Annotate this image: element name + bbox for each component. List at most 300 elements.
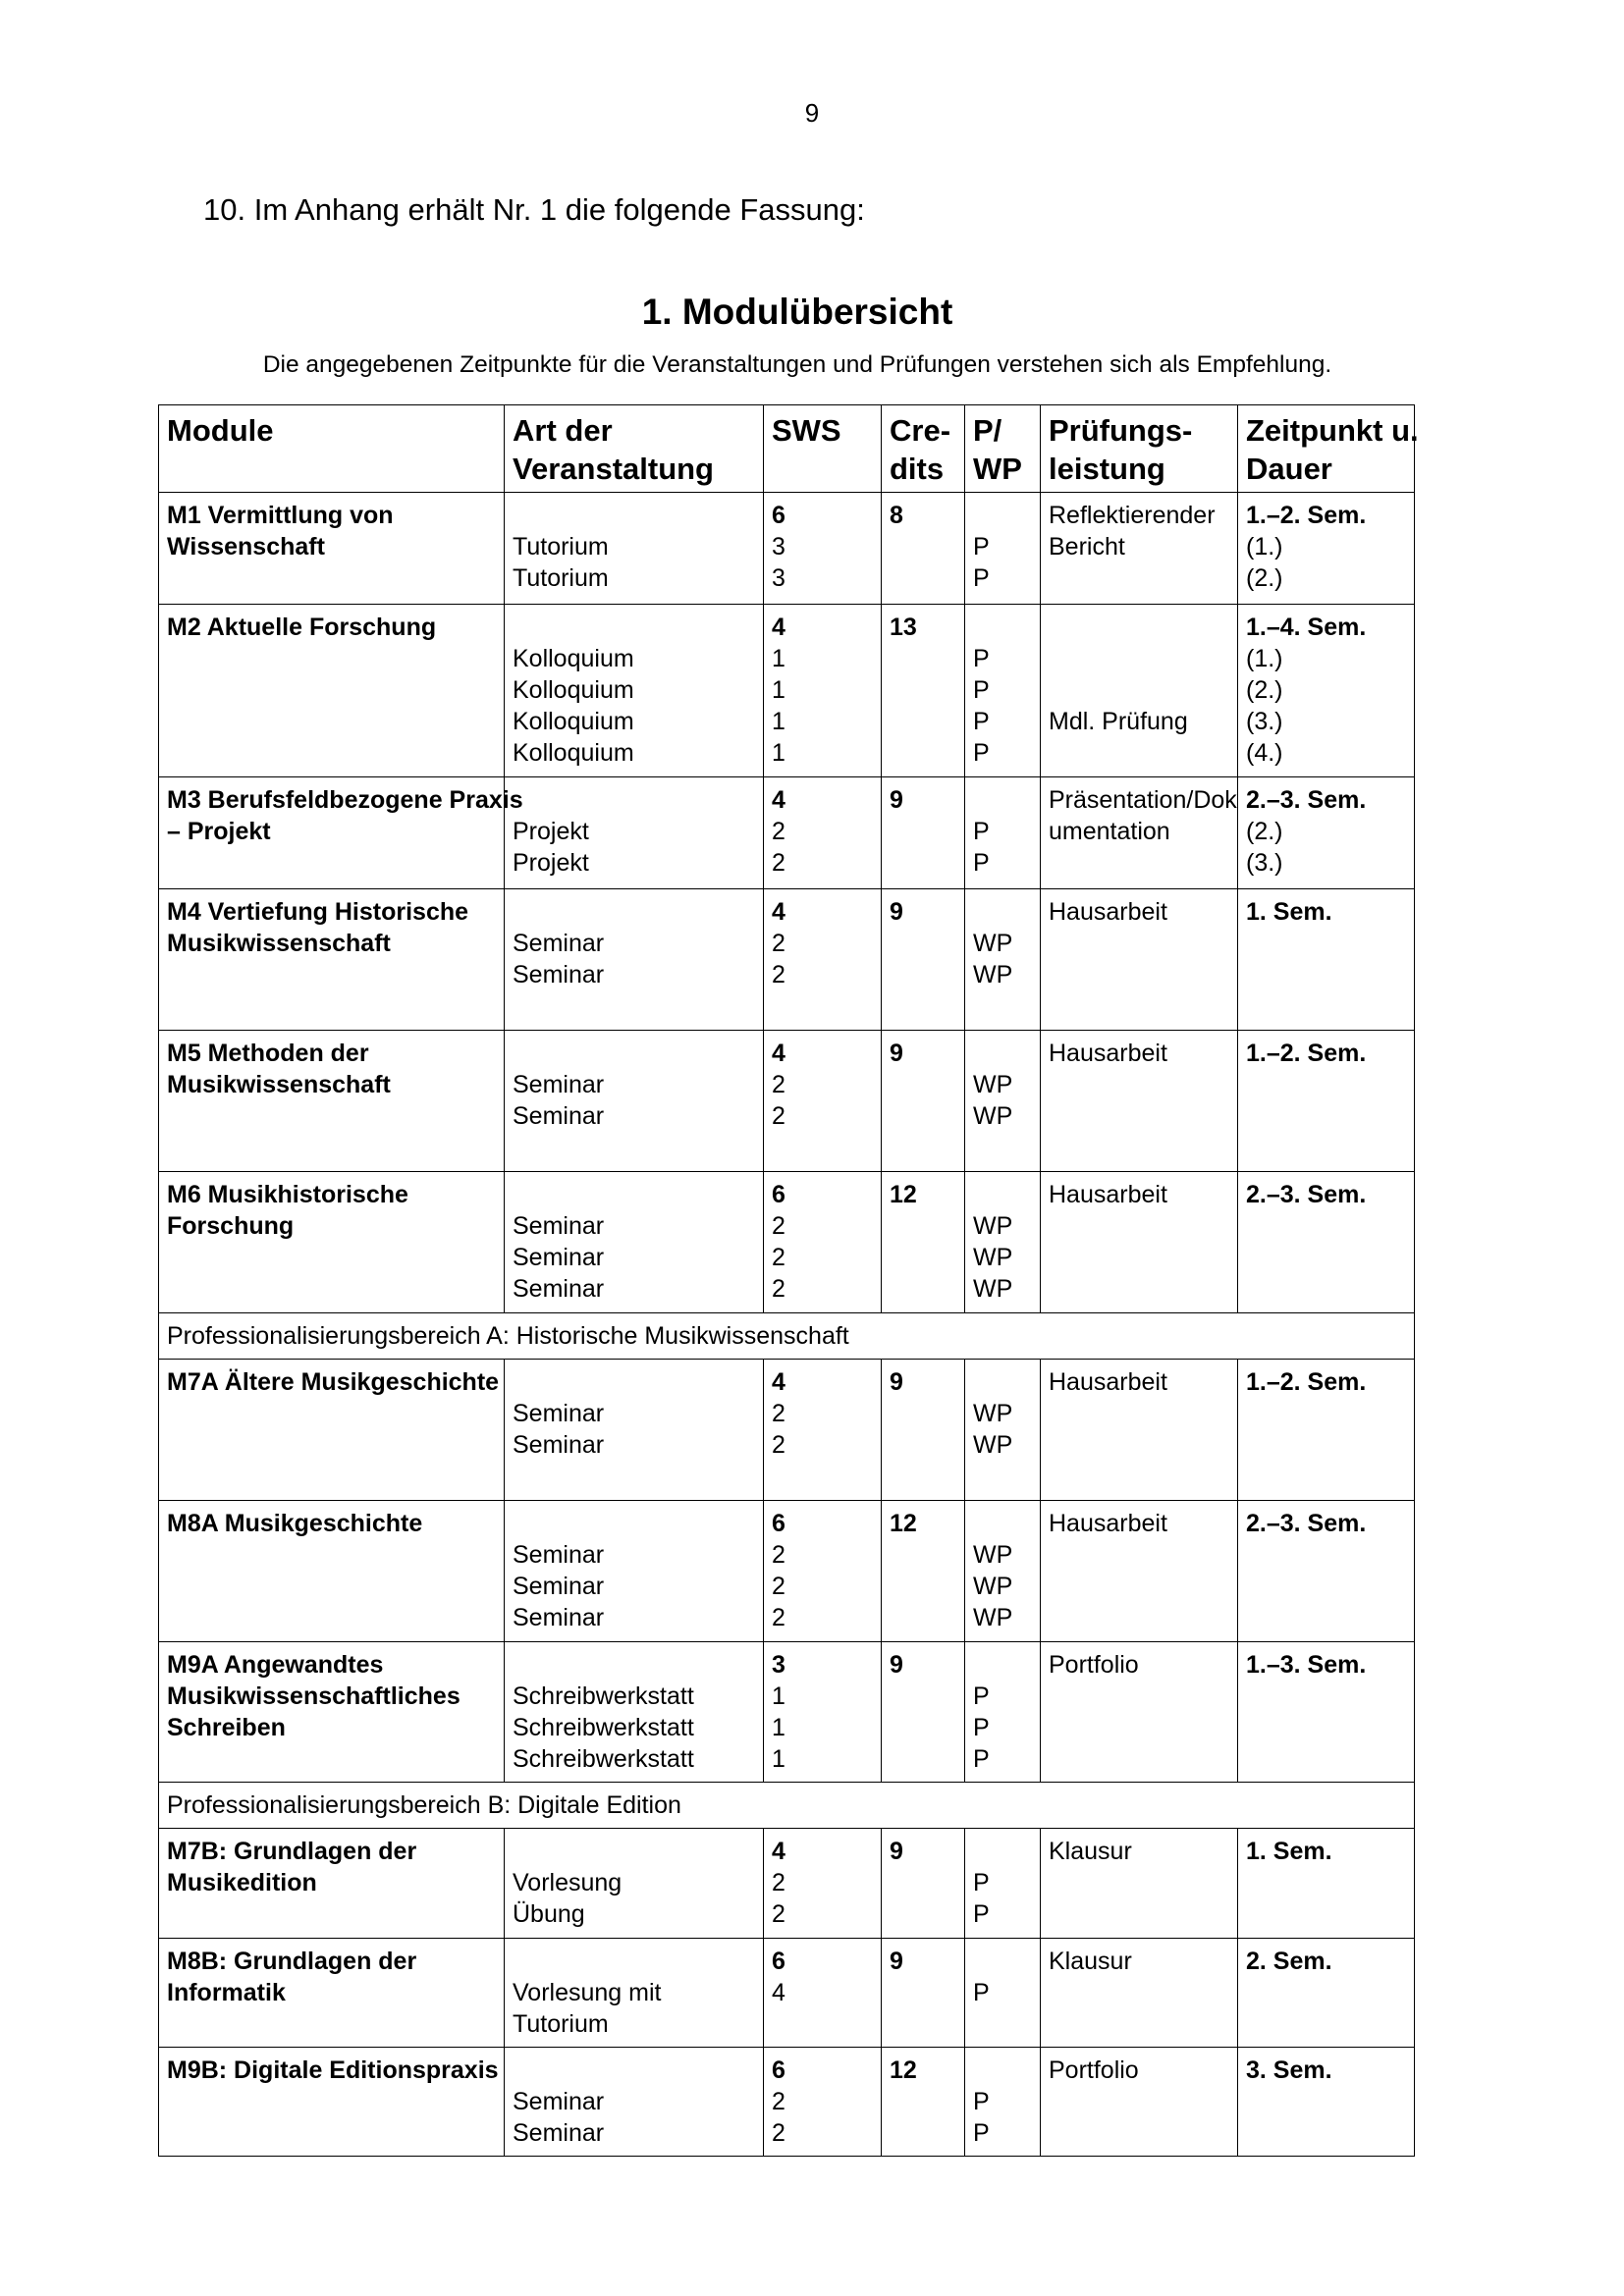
sws-line: 1 [772, 1682, 785, 1710]
zeitpunkt-line: 1. Sem. [1246, 898, 1332, 926]
credits-cell [882, 777, 965, 889]
veranstaltung-line: Seminar [513, 1212, 605, 1240]
sws-line: 2 [772, 1212, 785, 1240]
module-name-line: Musikedition [167, 1869, 317, 1896]
pwp-cell [965, 605, 1041, 777]
module-row [159, 889, 1415, 1031]
veranstaltung-cell [505, 1939, 764, 2048]
pwp-line: P [973, 1979, 990, 2006]
pwp-line: P [973, 2119, 990, 2147]
zeitpunkt-cell [1238, 1172, 1415, 1313]
pwp-line: WP [973, 1573, 1013, 1600]
pwp-cell [965, 1172, 1041, 1313]
sws-cell [764, 1642, 882, 1783]
pruefung-cell [1041, 605, 1238, 777]
pwp-line: WP [973, 1431, 1013, 1459]
sws-line: 1 [772, 1745, 785, 1773]
pwp-line [973, 1946, 1033, 1977]
pwp-line: P [973, 2088, 990, 2115]
pwp-line: WP [973, 1541, 1013, 1569]
veranstaltung-line: Seminar [513, 1400, 605, 1427]
credits-cell [882, 1642, 965, 1783]
zeitpunkt-line: 1.–2. Sem. [1246, 1368, 1367, 1396]
zeitpunkt-cell [1238, 1829, 1415, 1939]
sws-line: 3 [772, 533, 785, 561]
sws-line: 4 [772, 1040, 785, 1067]
sws-line: 2 [772, 2088, 785, 2115]
credits-line: 12 [890, 2056, 917, 2084]
pruefung-cell [1041, 1360, 1238, 1501]
veranstaltung-line: Schreibwerkstatt [513, 1745, 694, 1773]
pwp-line: P [973, 1900, 990, 1928]
sws-line: 2 [772, 1275, 785, 1303]
veranstaltung-line: Kolloquium [513, 708, 634, 735]
pwp-cell [965, 2048, 1041, 2157]
sws-line: 2 [772, 1573, 785, 1600]
pruefung-line: Reflektierender [1049, 502, 1216, 529]
zeitpunkt-line: 2.–3. Sem. [1246, 1510, 1367, 1537]
pruefung-line: Klausur [1049, 1838, 1132, 1865]
sws-line: 6 [772, 1948, 785, 1975]
veranstaltung-line: Tutorium [513, 2010, 609, 2038]
veranstaltung-line: Seminar [513, 961, 605, 988]
veranstaltung-line: Schreibwerkstatt [513, 1714, 694, 1741]
zeitpunkt-line: (3.) [1246, 849, 1283, 877]
sws-line: 4 [772, 786, 785, 814]
pruefung-cell [1041, 1501, 1238, 1642]
credits-cell [882, 1939, 965, 2048]
pruefung-cell [1041, 1031, 1238, 1172]
veranstaltung-line: Kolloquium [513, 739, 634, 767]
module-name-cell [159, 1172, 505, 1313]
veranstaltung-line [513, 1946, 756, 1977]
pwp-cell [965, 1360, 1041, 1501]
credits-cell [882, 1360, 965, 1501]
pruefung-cell [1041, 2048, 1238, 2157]
veranstaltung-line [513, 1366, 756, 1398]
sws-line: 2 [772, 961, 785, 988]
module-name-line: M5 Methoden der [167, 1040, 369, 1067]
module-name-line: Musikwissenschaft [167, 930, 391, 957]
pwp-line: P [973, 818, 990, 845]
pwp-line: WP [973, 961, 1013, 988]
header-text: WP [973, 452, 1022, 486]
pwp-cell [965, 1501, 1041, 1642]
pwp-line: WP [973, 1244, 1013, 1271]
credits-line: 9 [890, 1838, 903, 1865]
header-text: SWS [772, 413, 841, 448]
section-row [159, 1783, 1415, 1829]
zeitpunkt-line: (2.) [1246, 818, 1283, 845]
zeitpunkt-line: 2.–3. Sem. [1246, 1181, 1367, 1208]
header-pwp [965, 405, 1041, 493]
pwp-line: P [973, 533, 990, 561]
pruefung-line [1049, 612, 1230, 643]
credits-cell [882, 2048, 965, 2157]
sws-cell [764, 1829, 882, 1939]
pruefung-line: Portfolio [1049, 1651, 1139, 1679]
veranstaltung-line: Tutorium [513, 564, 609, 592]
sws-line: 1 [772, 676, 785, 704]
veranstaltung-line [513, 1649, 756, 1681]
pwp-line: P [973, 1745, 990, 1773]
veranstaltung-line [513, 1508, 756, 1539]
veranstaltung-line [513, 1038, 756, 1069]
zeitpunkt-cell [1238, 1360, 1415, 1501]
credits-cell [882, 605, 965, 777]
zeitpunkt-cell [1238, 1031, 1415, 1172]
pwp-line [973, 1836, 1033, 1867]
credits-line: 12 [890, 1181, 917, 1208]
veranstaltung-line: Seminar [513, 1604, 605, 1631]
sws-cell [764, 1360, 882, 1501]
module-name-cell [159, 889, 505, 1031]
pwp-line [973, 896, 1033, 928]
header-module [159, 405, 505, 493]
veranstaltung-line [513, 612, 756, 643]
sws-line: 4 [772, 614, 785, 641]
module-name-line: Schreiben [167, 1714, 286, 1741]
credits-line: 9 [890, 1040, 903, 1067]
module-row [159, 777, 1415, 889]
veranstaltung-cell [505, 889, 764, 1031]
pruefung-line [1049, 643, 1230, 674]
header-text: Prüfungs- [1049, 413, 1193, 448]
header-pruefung [1041, 405, 1238, 493]
sws-line: 4 [772, 1979, 785, 2006]
sws-line: 4 [772, 1838, 785, 1865]
pwp-line: P [973, 849, 990, 877]
module-name-cell [159, 605, 505, 777]
pwp-line: WP [973, 1400, 1013, 1427]
veranstaltung-line: Kolloquium [513, 645, 634, 672]
module-table [158, 404, 1419, 2157]
veranstaltung-line: Seminar [513, 2119, 605, 2147]
pwp-line: P [973, 708, 990, 735]
veranstaltung-line: Seminar [513, 1573, 605, 1600]
pwp-cell [965, 1829, 1041, 1939]
sws-line: 1 [772, 739, 785, 767]
credits-line: 12 [890, 1510, 917, 1537]
module-name-cell [159, 2048, 505, 2157]
veranstaltung-cell [505, 1360, 764, 1501]
pwp-line [973, 784, 1033, 816]
veranstaltung-cell [505, 1501, 764, 1642]
pruefung-line: Hausarbeit [1049, 1368, 1167, 1396]
page-subtitle: Die angegebenen Zeitpunkte für die Veranstaltungen und Prüfungen verstehen sich als Empfehlung. [262, 351, 1332, 378]
module-name-cell [159, 1642, 505, 1783]
module-row [159, 1501, 1415, 1642]
sws-line: 1 [772, 645, 785, 672]
module-row [159, 1031, 1415, 1172]
zeitpunkt-cell [1238, 777, 1415, 889]
zeitpunkt-line: 2.–3. Sem. [1246, 786, 1367, 814]
sws-cell [764, 605, 882, 777]
credits-cell [882, 889, 965, 1031]
veranstaltung-line: Projekt [513, 818, 589, 845]
veranstaltung-line: Vorlesung mit [513, 1979, 662, 2006]
veranstaltung-cell [505, 1031, 764, 1172]
module-row [159, 1642, 1415, 1783]
credits-cell [882, 493, 965, 605]
veranstaltung-line: Seminar [513, 930, 605, 957]
module-name-line: M1 Vermittlung von [167, 502, 394, 529]
veranstaltung-line: Tutorium [513, 533, 609, 561]
pwp-line: P [973, 1714, 990, 1741]
veranstaltung-line: Seminar [513, 2088, 605, 2115]
pwp-cell [965, 1642, 1041, 1783]
module-name-line: M7A Ältere Musikgeschichte [167, 1368, 500, 1396]
veranstaltung-line: Seminar [513, 1275, 605, 1303]
pwp-line: WP [973, 1102, 1013, 1130]
zeitpunkt-line: 1.–2. Sem. [1246, 502, 1367, 529]
sws-line: 6 [772, 502, 785, 529]
module-name-cell [159, 1031, 505, 1172]
pwp-line: P [973, 564, 990, 592]
module-row [159, 605, 1415, 777]
module-name-line: M4 Vertiefung Historische [167, 898, 469, 926]
credits-line: 9 [890, 1948, 903, 1975]
pwp-cell [965, 777, 1041, 889]
sws-cell [764, 1939, 882, 2048]
pruefung-cell [1041, 1829, 1238, 1939]
module-name-line: Musikwissenschaft [167, 1071, 391, 1098]
pwp-line: P [973, 645, 990, 672]
credits-cell [882, 1829, 965, 1939]
module-name-cell [159, 777, 523, 889]
module-name-line: M9B: Digitale Editionspraxis [167, 2056, 499, 2084]
header-text: leistung [1049, 452, 1165, 486]
sws-line: 2 [772, 1431, 785, 1459]
zeitpunkt-line: 1.–2. Sem. [1246, 1040, 1367, 1067]
header-art [505, 405, 764, 493]
module-name-line: – Projekt [167, 818, 271, 845]
veranstaltung-line [513, 2055, 756, 2086]
header-text: P/ [973, 413, 1002, 448]
pwp-cell [965, 493, 1041, 605]
pruefung-cell [1041, 889, 1238, 1031]
pwp-line: WP [973, 1212, 1013, 1240]
module-row [159, 1360, 1415, 1501]
intro-text: 10. Im Anhang erhält Nr. 1 die folgende Fassung: [203, 192, 865, 227]
sws-line: 2 [772, 1071, 785, 1098]
sws-cell [764, 493, 882, 605]
pwp-line [973, 1179, 1033, 1210]
veranstaltung-cell [505, 2048, 764, 2157]
pwp-line: P [973, 1682, 990, 1710]
module-name-line: M8A Musikgeschichte [167, 1510, 423, 1537]
module-row [159, 1829, 1415, 1939]
module-name-line: M6 Musikhistorische [167, 1181, 408, 1208]
sws-line: 2 [772, 1541, 785, 1569]
zeitpunkt-line: 1.–4. Sem. [1246, 614, 1367, 641]
sws-line: 2 [772, 1400, 785, 1427]
sws-line: 6 [772, 1181, 785, 1208]
table-header-row [159, 405, 1415, 493]
pruefung-line: Bericht [1049, 533, 1125, 561]
zeitpunkt-line: (3.) [1246, 708, 1283, 735]
section-label: Professionalisierungsbereich A: Historische Musikwissenschaft [159, 1313, 1415, 1360]
zeitpunkt-cell [1238, 1939, 1415, 2048]
sws-line: 2 [772, 930, 785, 957]
module-name-cell [159, 1360, 505, 1501]
veranstaltung-line: Vorlesung [513, 1869, 623, 1896]
veranstaltung-line: Seminar [513, 1541, 605, 1569]
sws-line: 6 [772, 1510, 785, 1537]
header-text: Art der [513, 413, 613, 448]
sws-line: 2 [772, 2119, 785, 2147]
veranstaltung-cell [505, 1642, 764, 1783]
credits-cell [882, 1031, 965, 1172]
module-row [159, 493, 1415, 605]
section-row [159, 1313, 1415, 1360]
veranstaltung-cell [505, 1172, 764, 1313]
pruefung-cell [1041, 1939, 1238, 2048]
pwp-line: WP [973, 1071, 1013, 1098]
header-text: Zeitpunkt u. [1246, 413, 1419, 448]
credits-line: 9 [890, 1651, 903, 1679]
module-name-line: Wissenschaft [167, 533, 325, 561]
module-name-line: M7B: Grundlagen der [167, 1838, 417, 1865]
sws-line: 3 [772, 564, 785, 592]
module-name-line: Informatik [167, 1979, 286, 2006]
veranstaltung-line: Übung [513, 1900, 585, 1928]
sws-line: 4 [772, 898, 785, 926]
zeitpunkt-cell [1238, 1501, 1415, 1642]
pwp-line [973, 612, 1033, 643]
veranstaltung-cell [505, 777, 764, 889]
veranstaltung-cell [505, 493, 764, 605]
credits-line: 9 [890, 898, 903, 926]
module-name-line: M8B: Grundlagen der [167, 1948, 417, 1975]
pwp-line [973, 1649, 1033, 1681]
module-name-line: M3 Berufsfeldbezogene Praxis [167, 786, 523, 814]
page-title: 1. Modulübersicht [641, 292, 953, 332]
veranstaltung-cell [505, 1829, 764, 1939]
sws-line: 1 [772, 1714, 785, 1741]
module-row [159, 1172, 1415, 1313]
zeitpunkt-line: 1.–3. Sem. [1246, 1651, 1367, 1679]
pwp-cell [965, 889, 1041, 1031]
pwp-line: P [973, 676, 990, 704]
zeitpunkt-cell [1238, 1642, 1415, 1783]
veranstaltung-line: Seminar [513, 1071, 605, 1098]
sws-line: 2 [772, 1102, 785, 1130]
veranstaltung-line [513, 500, 756, 531]
pruefung-line: Hausarbeit [1049, 1040, 1167, 1067]
zeitpunkt-line: 1. Sem. [1246, 1838, 1332, 1865]
pruefung-cell [1041, 1642, 1238, 1783]
module-name-cell [159, 1501, 505, 1642]
pruefung-cell [1041, 777, 1238, 889]
credits-line: 13 [890, 614, 917, 641]
pwp-cell [965, 1939, 1041, 2048]
zeitpunkt-line: (2.) [1246, 564, 1283, 592]
header-credits [882, 405, 965, 493]
module-name-line: Musikwissenschaftliches [167, 1682, 460, 1710]
zeitpunkt-cell [1238, 493, 1415, 605]
header-sws [764, 405, 882, 493]
header-zeit [1238, 405, 1419, 493]
sws-line: 2 [772, 1244, 785, 1271]
header-text: Cre- [890, 413, 951, 448]
header-text: Veranstaltung [513, 452, 714, 486]
zeitpunkt-line: (1.) [1246, 645, 1283, 672]
module-name-line: M2 Aktuelle Forschung [167, 614, 437, 641]
pwp-line: WP [973, 1275, 1013, 1303]
module-row [159, 1939, 1415, 2048]
header-text: Dauer [1246, 452, 1332, 486]
veranstaltung-line: Schreibwerkstatt [513, 1682, 694, 1710]
pwp-line: P [973, 1869, 990, 1896]
header-text: dits [890, 452, 945, 486]
veranstaltung-line: Kolloquium [513, 676, 634, 704]
header-text: Module [167, 413, 274, 448]
credits-line: 9 [890, 1368, 903, 1396]
pwp-line: P [973, 739, 990, 767]
pruefung-line [1049, 674, 1230, 706]
pwp-line [973, 1038, 1033, 1069]
credits-line: 9 [890, 786, 903, 814]
module-name-line: M9A Angewandtes [167, 1651, 384, 1679]
zeitpunkt-line: (1.) [1246, 533, 1283, 561]
veranstaltung-line [513, 896, 756, 928]
pwp-line [973, 500, 1033, 531]
pruefung-line: Hausarbeit [1049, 1510, 1167, 1537]
pruefung-line: Präsentation/Dok [1049, 786, 1237, 814]
zeitpunkt-cell [1238, 605, 1415, 777]
module-name-cell [159, 493, 505, 605]
veranstaltung-line: Seminar [513, 1102, 605, 1130]
section-label: Professionalisierungsbereich B: Digitale Edition [159, 1783, 1415, 1829]
module-row [159, 2048, 1415, 2157]
pwp-line: WP [973, 1604, 1013, 1631]
sws-cell [764, 1031, 882, 1172]
credits-line: 8 [890, 502, 903, 529]
veranstaltung-line: Seminar [513, 1244, 605, 1271]
pwp-line: WP [973, 930, 1013, 957]
sws-cell [764, 1501, 882, 1642]
zeitpunkt-line: (2.) [1246, 676, 1283, 704]
sws-line: 2 [772, 849, 785, 877]
veranstaltung-line [513, 1179, 756, 1210]
sws-line: 3 [772, 1651, 785, 1679]
zeitpunkt-line: 3. Sem. [1246, 2056, 1332, 2084]
sws-cell [764, 889, 882, 1031]
pruefung-line: Hausarbeit [1049, 898, 1167, 926]
veranstaltung-cell [505, 605, 764, 777]
pruefung-line: Klausur [1049, 1948, 1132, 1975]
credits-cell [882, 1172, 965, 1313]
pruefung-line: Hausarbeit [1049, 1181, 1167, 1208]
sws-cell [764, 1172, 882, 1313]
sws-line: 4 [772, 1368, 785, 1396]
module-name-cell [159, 1939, 505, 2048]
veranstaltung-line [513, 1836, 756, 1867]
zeitpunkt-cell [1238, 2048, 1415, 2157]
credits-cell [882, 1501, 965, 1642]
pruefung-cell [1041, 1172, 1238, 1313]
veranstaltung-line [513, 784, 756, 816]
pwp-line [973, 1366, 1033, 1398]
zeitpunkt-cell [1238, 889, 1415, 1031]
pruefung-cell [1041, 493, 1238, 605]
pruefung-line: umentation [1049, 818, 1170, 845]
pruefung-line: Mdl. Prüfung [1049, 708, 1188, 735]
page-number: 9 [804, 98, 820, 128]
sws-line: 2 [772, 1900, 785, 1928]
pwp-line [973, 1508, 1033, 1539]
